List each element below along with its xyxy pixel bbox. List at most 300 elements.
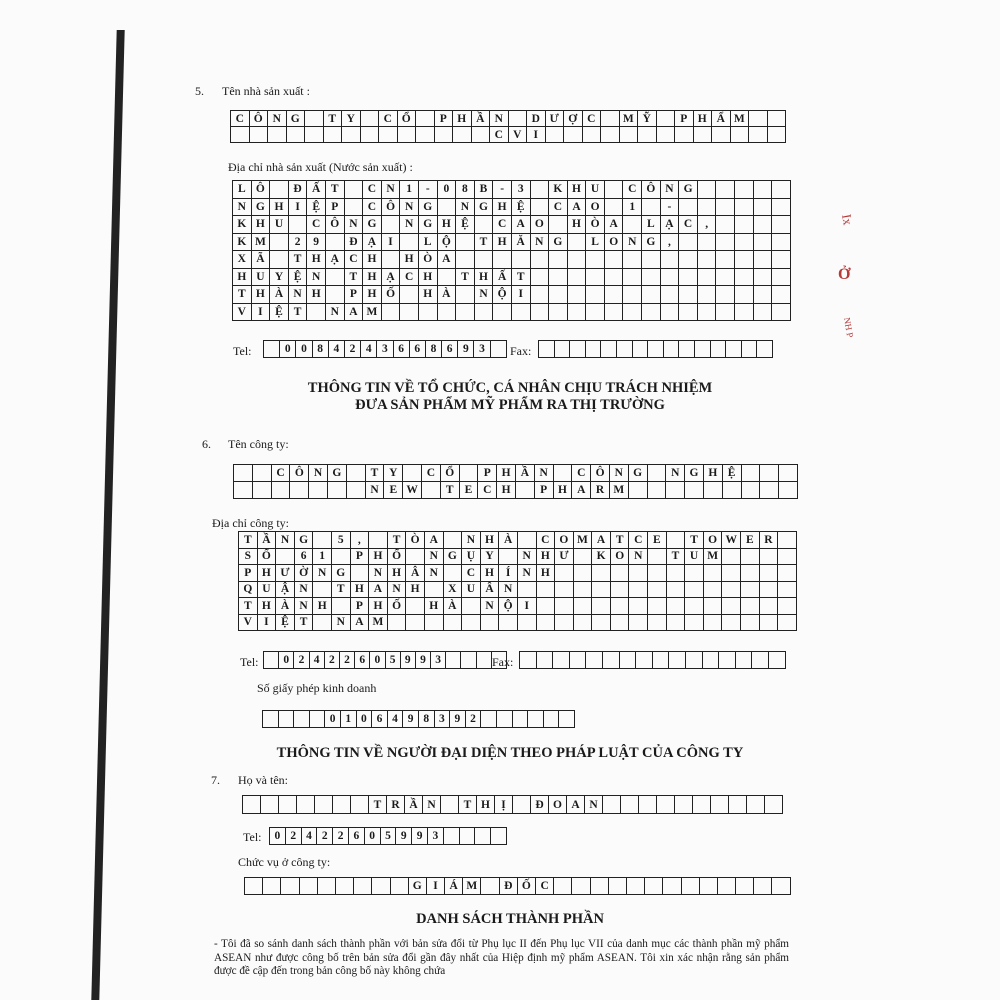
char-box: Ỹ [638, 111, 657, 127]
char-box: H [363, 268, 382, 286]
char-box [323, 127, 342, 143]
char-box: H [536, 565, 555, 582]
char-box [735, 251, 754, 269]
char-box [437, 303, 456, 321]
char-box: N [666, 465, 685, 482]
char-box: Ư [545, 111, 564, 127]
char-box: N [609, 465, 628, 482]
char-box: C [400, 268, 419, 286]
char-box [645, 878, 663, 895]
char-box: N [288, 286, 307, 304]
char-box: K [233, 233, 252, 251]
section-7-label: Họ và tên: [238, 773, 288, 787]
char-box [290, 482, 309, 499]
char-box [656, 111, 675, 127]
char-box [481, 711, 497, 728]
char-box [760, 465, 779, 482]
char-box [462, 598, 481, 615]
char-box: Ệ [288, 268, 307, 286]
char-box [735, 268, 754, 286]
char-box [663, 341, 679, 358]
char-box: H [693, 111, 712, 127]
char-box: H [497, 465, 516, 482]
char-box: Ô [290, 465, 309, 482]
char-box [749, 111, 768, 127]
char-box [530, 198, 549, 216]
char-box: G [685, 465, 704, 482]
char-box [549, 216, 568, 234]
char-box: O [549, 796, 567, 814]
char-box [685, 565, 704, 582]
ingredients-paragraph: - Tôi đã so sánh danh sách thành phần với bản sửa đổi từ Phụ lục II đến Phụ lục VII của danh mục các thành phần mỹ phẩm ASEAN như được công bố trên bản sửa đổi gần đây nhất của Hiệp định mỹ phẩm ASEAN. Tôi xin xác nhận rằng sản phẩm được đề cập đến trong bản công bố này không chứa [214, 938, 789, 977]
char-box: E [384, 482, 403, 499]
char-box: 6 [409, 341, 425, 358]
char-box [660, 251, 679, 269]
char-box [406, 598, 425, 615]
char-box: C [582, 111, 601, 127]
char-box [281, 878, 299, 895]
char-box: 5 [331, 532, 350, 549]
char-box: Ò [406, 532, 425, 549]
char-box [778, 598, 797, 615]
char-box: Í [499, 565, 518, 582]
char-box: P [534, 482, 553, 499]
char-box [400, 303, 419, 321]
char-box: 9 [307, 233, 326, 251]
char-box [697, 251, 716, 269]
char-box [245, 878, 263, 895]
char-box: 1 [400, 181, 419, 199]
char-box [760, 482, 779, 499]
char-box: 2 [324, 652, 339, 669]
char-box: C [271, 465, 290, 482]
char-box [716, 216, 735, 234]
char-box: 3 [511, 181, 530, 199]
char-box: H [418, 268, 437, 286]
char-box [490, 341, 506, 358]
char-box [474, 303, 493, 321]
char-box [778, 548, 797, 565]
char-box [528, 711, 544, 728]
char-box [629, 581, 648, 598]
char-box: H [363, 286, 382, 304]
char-box [679, 303, 698, 321]
char-box [685, 482, 704, 499]
char-box [753, 198, 772, 216]
char-box: Ậ [276, 581, 295, 598]
char-box [601, 111, 620, 127]
char-box [753, 251, 772, 269]
char-box [536, 598, 555, 615]
page-edge-shadow [91, 30, 124, 1000]
manufacturer-name-grid [230, 110, 786, 143]
char-box: Ị [495, 796, 513, 814]
char-box [660, 286, 679, 304]
char-box [623, 216, 642, 234]
section-6-number: 6. [202, 437, 211, 451]
char-box [679, 198, 698, 216]
char-box: C [536, 532, 555, 549]
char-box: 6 [355, 652, 370, 669]
char-box: N [490, 111, 509, 127]
char-box: G [474, 198, 493, 216]
char-box [372, 878, 390, 895]
char-box [697, 268, 716, 286]
char-box [716, 181, 735, 199]
char-box: T [456, 268, 475, 286]
char-box: H [567, 216, 586, 234]
char-box [759, 581, 778, 598]
char-box [735, 303, 754, 321]
legal-rep-tel-label: Tel: [243, 830, 262, 844]
char-box: 6 [294, 548, 313, 565]
char-box [480, 614, 499, 631]
char-box: Ợ [564, 111, 583, 127]
char-box [716, 198, 735, 216]
char-box: N [423, 796, 441, 814]
char-box [325, 233, 344, 251]
char-box [719, 652, 736, 669]
char-box: N [660, 181, 679, 199]
char-box [234, 465, 253, 482]
char-box: Ô [251, 181, 270, 199]
char-box [517, 532, 536, 549]
char-box [694, 341, 710, 358]
char-box: 1 [313, 548, 332, 565]
char-box [437, 268, 456, 286]
char-box: I [251, 303, 270, 321]
char-box: Ệ [456, 216, 475, 234]
char-box [443, 828, 459, 845]
char-box [757, 341, 773, 358]
section-5-number: 5. [195, 84, 204, 98]
char-box: Â [480, 581, 499, 598]
char-box: H [480, 532, 499, 549]
char-box: À [443, 598, 462, 615]
char-box: 6 [393, 341, 409, 358]
char-box [585, 341, 601, 358]
char-box: U [270, 216, 289, 234]
char-box: 6 [348, 828, 364, 845]
char-box: H [270, 198, 289, 216]
char-box [642, 286, 661, 304]
char-box [555, 598, 574, 615]
char-box: 4 [387, 711, 403, 728]
char-box: 8 [456, 181, 475, 199]
char-box: N [381, 181, 400, 199]
char-box: G [363, 216, 382, 234]
char-box [369, 532, 388, 549]
char-box [711, 796, 729, 814]
char-box: , [697, 216, 716, 234]
char-box [573, 614, 592, 631]
char-box [648, 598, 667, 615]
char-box [530, 286, 549, 304]
char-box: H [251, 216, 270, 234]
red-stamp-fragment [838, 205, 878, 365]
char-box [736, 878, 754, 895]
char-box: 9 [412, 828, 428, 845]
char-box [685, 598, 704, 615]
char-box [601, 341, 617, 358]
char-box [604, 181, 623, 199]
char-box [461, 652, 476, 669]
char-box [716, 233, 735, 251]
char-box [759, 598, 778, 615]
manufacturer-address-grid [232, 180, 791, 321]
char-box [623, 268, 642, 286]
char-box: T [288, 303, 307, 321]
char-box: Ấ [493, 268, 512, 286]
char-box [772, 268, 791, 286]
char-box: Ă [511, 233, 530, 251]
char-box: Ổ [440, 465, 459, 482]
char-box: 0 [364, 828, 380, 845]
char-box [648, 565, 667, 582]
char-box: N [331, 614, 350, 631]
char-box: 4 [301, 828, 317, 845]
char-box: 3 [434, 711, 450, 728]
char-box [697, 233, 716, 251]
char-box: Ố [381, 286, 400, 304]
company-tel-label: Tel: [240, 655, 259, 669]
char-box [730, 127, 749, 143]
char-box [660, 268, 679, 286]
char-box [276, 548, 295, 565]
char-box [779, 465, 798, 482]
manufacturer-address-label: Địa chỉ nhà sản xuất (Nước sản xuất) : [228, 160, 413, 174]
char-box [753, 303, 772, 321]
char-box: R [591, 482, 610, 499]
char-box: K [549, 181, 568, 199]
char-box: A [350, 614, 369, 631]
char-box [317, 878, 335, 895]
char-box: N [629, 548, 648, 565]
char-box [778, 532, 797, 549]
char-box [735, 233, 754, 251]
grid-row [233, 198, 791, 216]
char-box: H [553, 482, 572, 499]
char-box: À [270, 286, 289, 304]
char-box [703, 482, 722, 499]
manufacturer-tel-label: Tel: [233, 344, 252, 358]
char-box: N [517, 565, 536, 582]
char-box [628, 482, 647, 499]
grid-row [239, 548, 797, 565]
char-box: C [462, 565, 481, 582]
char-box: Á [445, 878, 463, 895]
char-box [626, 878, 644, 895]
grid-row [233, 216, 791, 234]
char-box: C [307, 216, 326, 234]
char-box [231, 127, 250, 143]
char-box [722, 581, 741, 598]
char-box: I [426, 878, 444, 895]
char-box [249, 127, 268, 143]
char-box [403, 465, 422, 482]
char-box: H [703, 465, 722, 482]
char-box: 4 [328, 341, 344, 358]
char-box [735, 198, 754, 216]
char-box [703, 614, 722, 631]
char-box: G [251, 198, 270, 216]
char-box: C [623, 181, 642, 199]
char-box [278, 711, 294, 728]
grid-row [239, 532, 797, 549]
char-box: Ò [418, 251, 437, 269]
char-box: U [257, 581, 276, 598]
char-box [648, 581, 667, 598]
char-box [381, 251, 400, 269]
char-box: A [604, 216, 623, 234]
char-box [619, 652, 636, 669]
char-box: Â [406, 565, 425, 582]
char-box: C [490, 127, 509, 143]
grid-row [231, 127, 786, 143]
char-box: X [443, 581, 462, 598]
company-name-grid [233, 464, 798, 499]
char-box: T [344, 268, 363, 286]
char-box: T [459, 796, 477, 814]
char-box: Đ [288, 181, 307, 199]
char-box: G [642, 233, 661, 251]
char-box: C [572, 465, 591, 482]
char-box [264, 341, 280, 358]
char-box [471, 127, 490, 143]
char-box: Ộ [493, 286, 512, 304]
business-license-label: Số giấy phép kinh doanh [257, 681, 377, 695]
char-box: N [474, 286, 493, 304]
char-box: Ạ [660, 216, 679, 234]
char-box: N [480, 598, 499, 615]
char-box: H [493, 233, 512, 251]
company-tel-grid [263, 651, 507, 669]
char-box: M [573, 532, 592, 549]
char-box [666, 581, 685, 598]
char-box [305, 111, 324, 127]
char-box [772, 286, 791, 304]
char-box [397, 127, 416, 143]
char-box [567, 268, 586, 286]
char-box: 1 [623, 198, 642, 216]
char-box: O [610, 548, 629, 565]
char-box [549, 268, 568, 286]
char-box [693, 127, 712, 143]
char-box [443, 565, 462, 582]
business-license-grid [262, 710, 575, 728]
char-box [511, 303, 530, 321]
legal-rep-heading: THÔNG TIN VỀ NGƯỜI ĐẠI DIỆN THEO PHÁP LUẬT CỦA CÔNG TY [276, 745, 744, 761]
legal-rep-tel-grid [269, 827, 507, 845]
company-address-label: Địa chỉ công ty: [212, 516, 289, 530]
char-box: Ố [257, 548, 276, 565]
char-box [726, 341, 742, 358]
char-box: Ố [387, 548, 406, 565]
char-box [313, 532, 332, 549]
char-box: T [666, 548, 685, 565]
char-box [759, 548, 778, 565]
char-box [416, 111, 435, 127]
char-box [333, 796, 351, 814]
manufacturer-fax-label: Fax: [510, 344, 532, 358]
char-box: O [555, 532, 574, 549]
char-box [387, 614, 406, 631]
char-box: M [609, 482, 628, 499]
char-box: - [660, 198, 679, 216]
grid-row [233, 286, 791, 304]
char-box: M [730, 111, 749, 127]
char-box: 2 [285, 828, 301, 845]
char-box [722, 548, 741, 565]
char-box: Y [480, 548, 499, 565]
char-box [610, 565, 629, 582]
char-box [712, 127, 731, 143]
char-box [549, 251, 568, 269]
char-box [753, 233, 772, 251]
char-box [741, 581, 760, 598]
char-box [271, 482, 290, 499]
char-box [491, 828, 507, 845]
grid-row [245, 878, 791, 895]
char-box: N [365, 482, 384, 499]
char-box [604, 251, 623, 269]
char-box [604, 268, 623, 286]
char-box [261, 796, 279, 814]
char-box [555, 614, 574, 631]
char-box: S [239, 548, 258, 565]
char-box [629, 565, 648, 582]
char-box [697, 303, 716, 321]
char-box [459, 828, 475, 845]
char-box: W [722, 532, 741, 549]
grid-row [239, 565, 797, 582]
char-box [586, 652, 603, 669]
char-box [344, 181, 363, 199]
char-box: Ô [642, 181, 661, 199]
char-box: C [363, 181, 382, 199]
char-box: P [675, 111, 694, 127]
char-box: N [344, 216, 363, 234]
char-box: G [418, 216, 437, 234]
char-box: P [325, 198, 344, 216]
char-box [648, 548, 667, 565]
char-box: H [369, 548, 388, 565]
grid-row [264, 652, 507, 669]
char-box [642, 268, 661, 286]
legal-rep-name-grid [242, 795, 783, 814]
char-box [569, 652, 586, 669]
char-box [346, 482, 365, 499]
char-box: Ầ [257, 532, 276, 549]
char-box [638, 127, 657, 143]
char-box: T [474, 233, 493, 251]
char-box: À [276, 598, 295, 615]
char-box: H [400, 251, 419, 269]
char-box: T [685, 532, 704, 549]
char-box [360, 111, 379, 127]
char-box: H [474, 268, 493, 286]
char-box [648, 614, 667, 631]
char-box [753, 268, 772, 286]
char-box: M [619, 111, 638, 127]
char-box: P [350, 598, 369, 615]
char-box [623, 303, 642, 321]
char-box: T [365, 465, 384, 482]
char-box: O [604, 233, 623, 251]
char-box [656, 127, 675, 143]
char-box: T [233, 286, 252, 304]
char-box [406, 614, 425, 631]
